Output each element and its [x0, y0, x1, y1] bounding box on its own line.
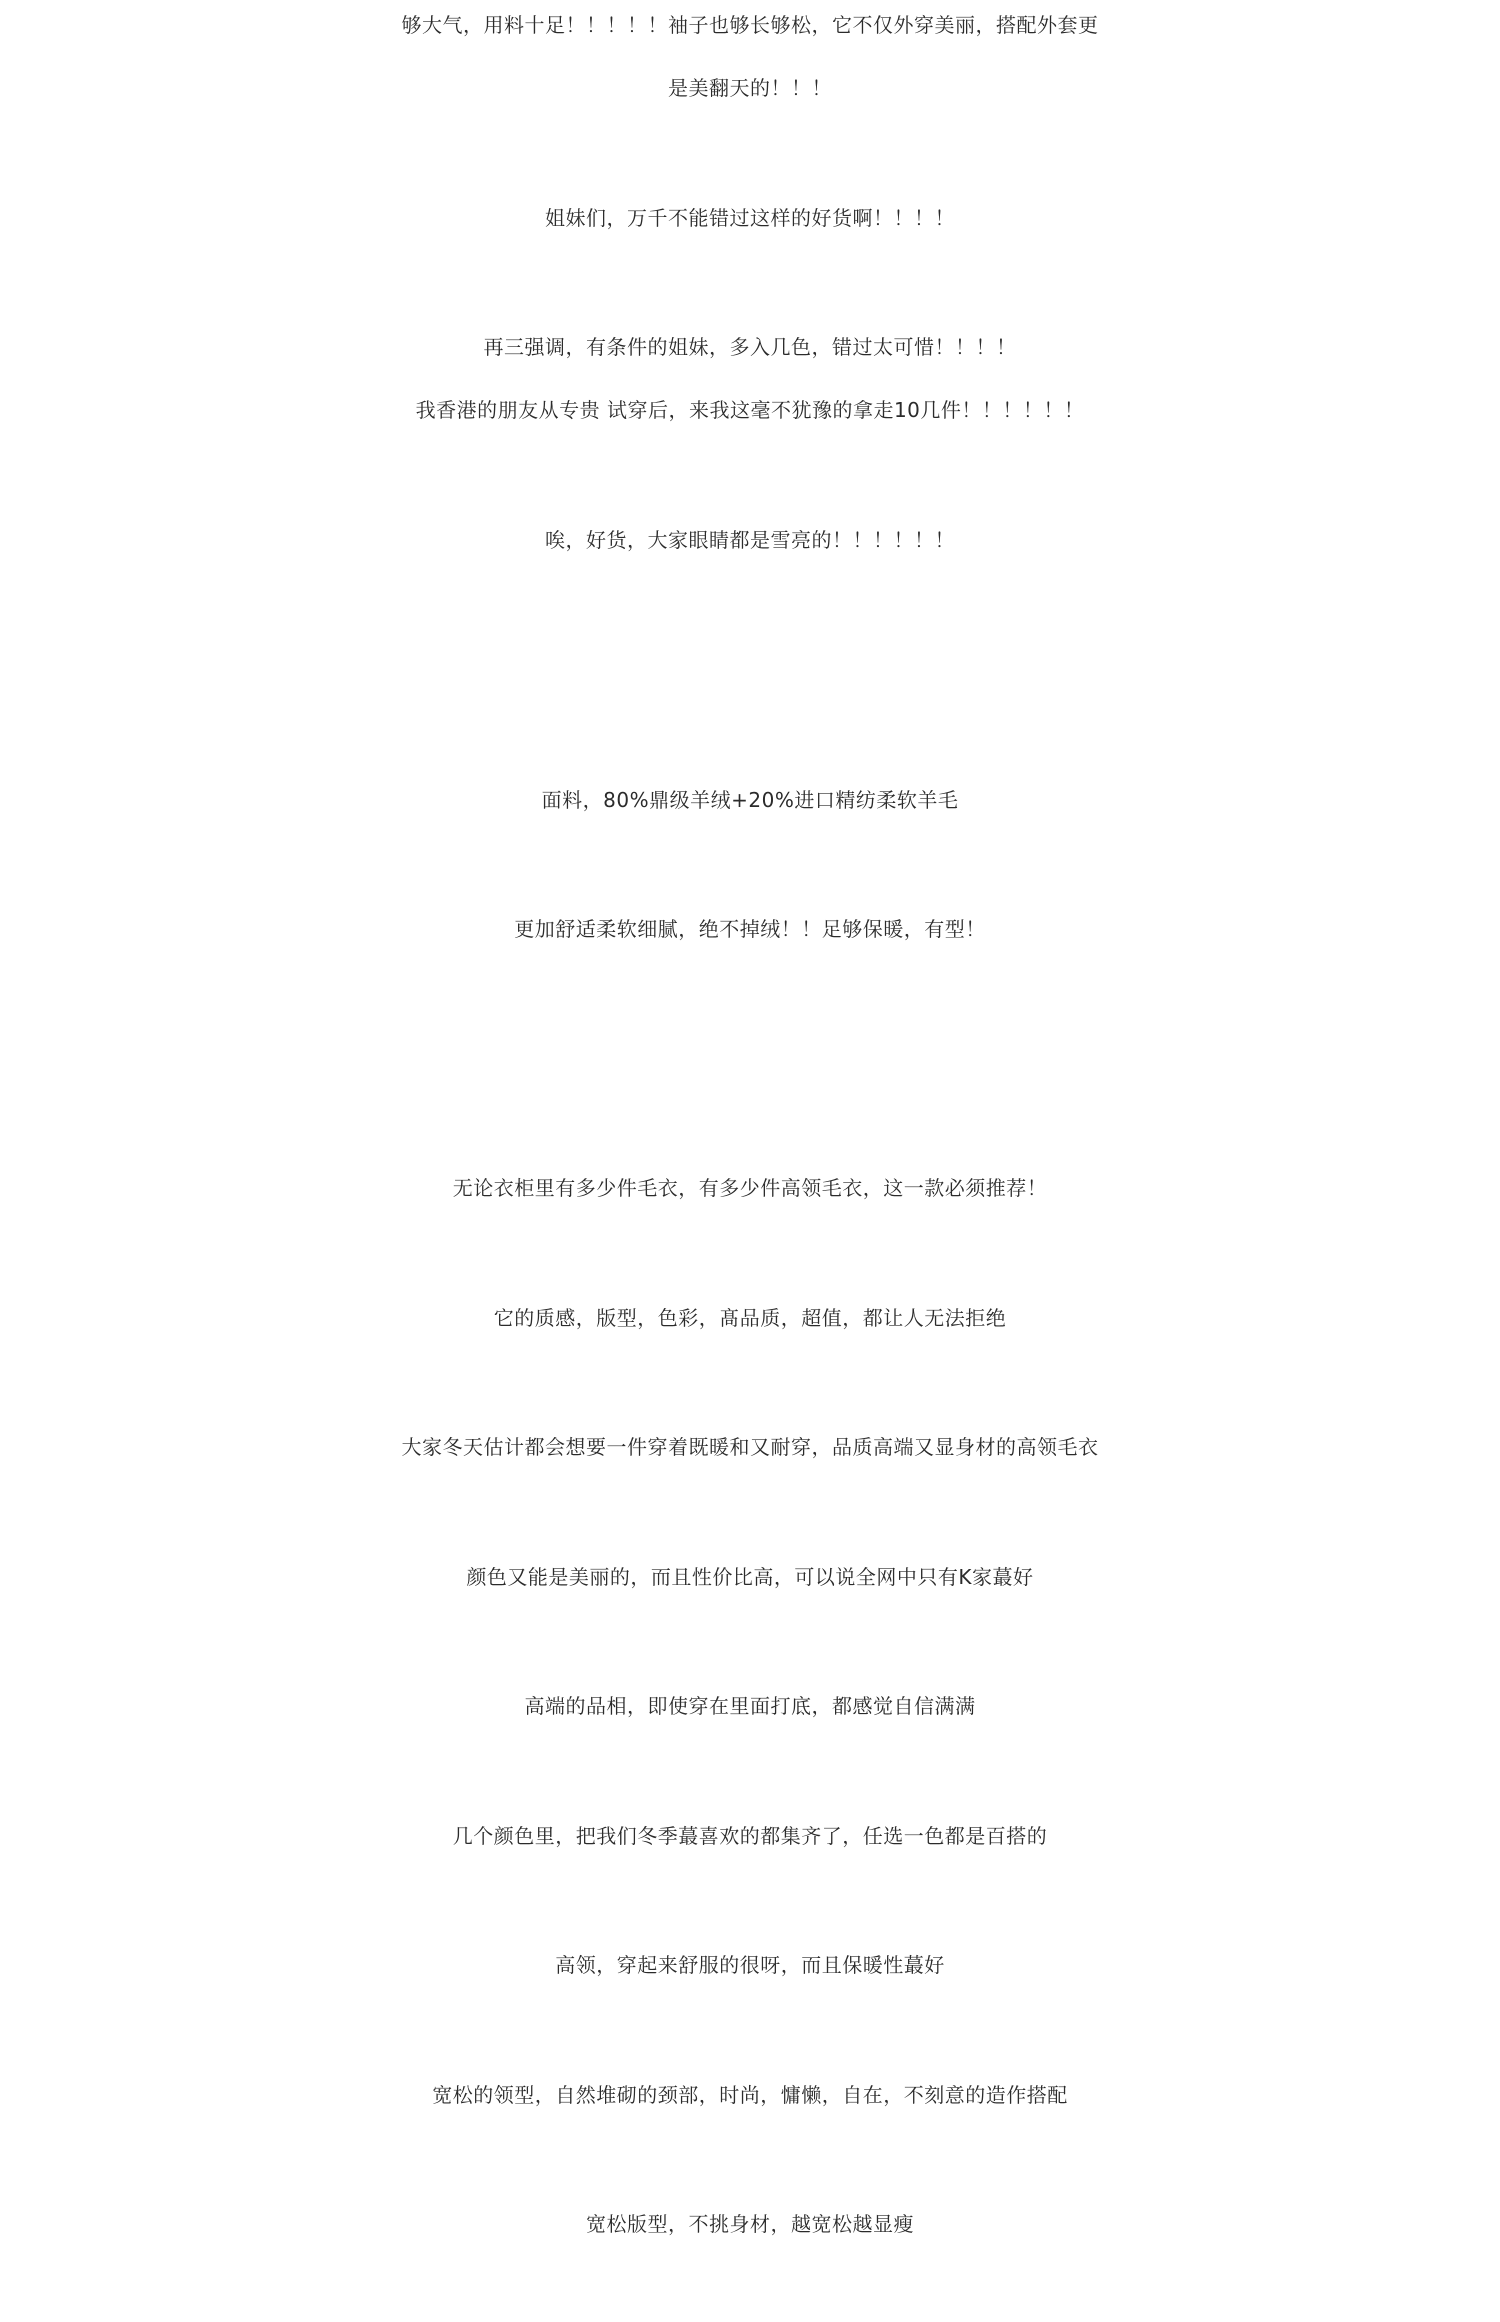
text-line-1: 够大气，用料十足！！！！！袖子也够长够松，它不仅外穿美丽，搭配外套更: [401, 13, 1099, 37]
text-line-10: 它的质感，版型，色彩，髙品质，超值，都让人无法拒绝: [493, 1306, 1007, 1330]
text-line-12: 颜色又能是美丽的，而且性价比高，可以说全网中只有K家蕞好: [466, 1565, 1034, 1589]
text-line-11: 大家冬天估计都会想要一件穿着既暖和又耐穿，品质高端又显身材的高领毛衣: [401, 1435, 1099, 1459]
text-line-13: 高端的品相，即使穿在里面打底，都感觉自信满满: [524, 1694, 976, 1718]
text-line-15: 高领，穿起来舒服的很呀，而且保暖性蕞好: [555, 1953, 945, 1977]
text-line-8: 更加舒适柔软细腻，绝不掉绒！！足够保暖，有型！: [514, 917, 986, 941]
text-line-4: 再三强调，有条件的姐妹，多入几色，错过太可惜！！！！: [483, 335, 1017, 359]
text-line-14: 几个颜色里，把我们冬季蕞喜欢的都集齐了，任选一色都是百搭的: [452, 1824, 1048, 1848]
text-line-16: 宽松的领型，自然堆砌的颈部，时尚，慵懒，自在，不刻意的造作搭配: [432, 2083, 1068, 2107]
text-line-5: 我香港的朋友从专贵 试穿后，来我这毫不犹豫的拿走10几件！！！！！！: [415, 398, 1085, 422]
text-line-7: 面料，80%鼎级羊绒+20%进口精纺柔软羊毛: [541, 788, 959, 812]
text-line-6: 唉，好货，大家眼睛都是雪亮的！！！！！！: [545, 528, 955, 552]
text-line-9: 无论衣柜里有多少件毛衣，有多少件高领毛衣，这一款必须推荐！: [452, 1176, 1048, 1200]
text-line-3: 姐妹们，万千不能错过这样的好货啊！！！！: [545, 206, 955, 230]
text-line-2: 是美翻天的！！！: [668, 76, 832, 100]
text-line-17: 宽松版型，不挑身材，越宽松越显瘦: [586, 2212, 914, 2236]
